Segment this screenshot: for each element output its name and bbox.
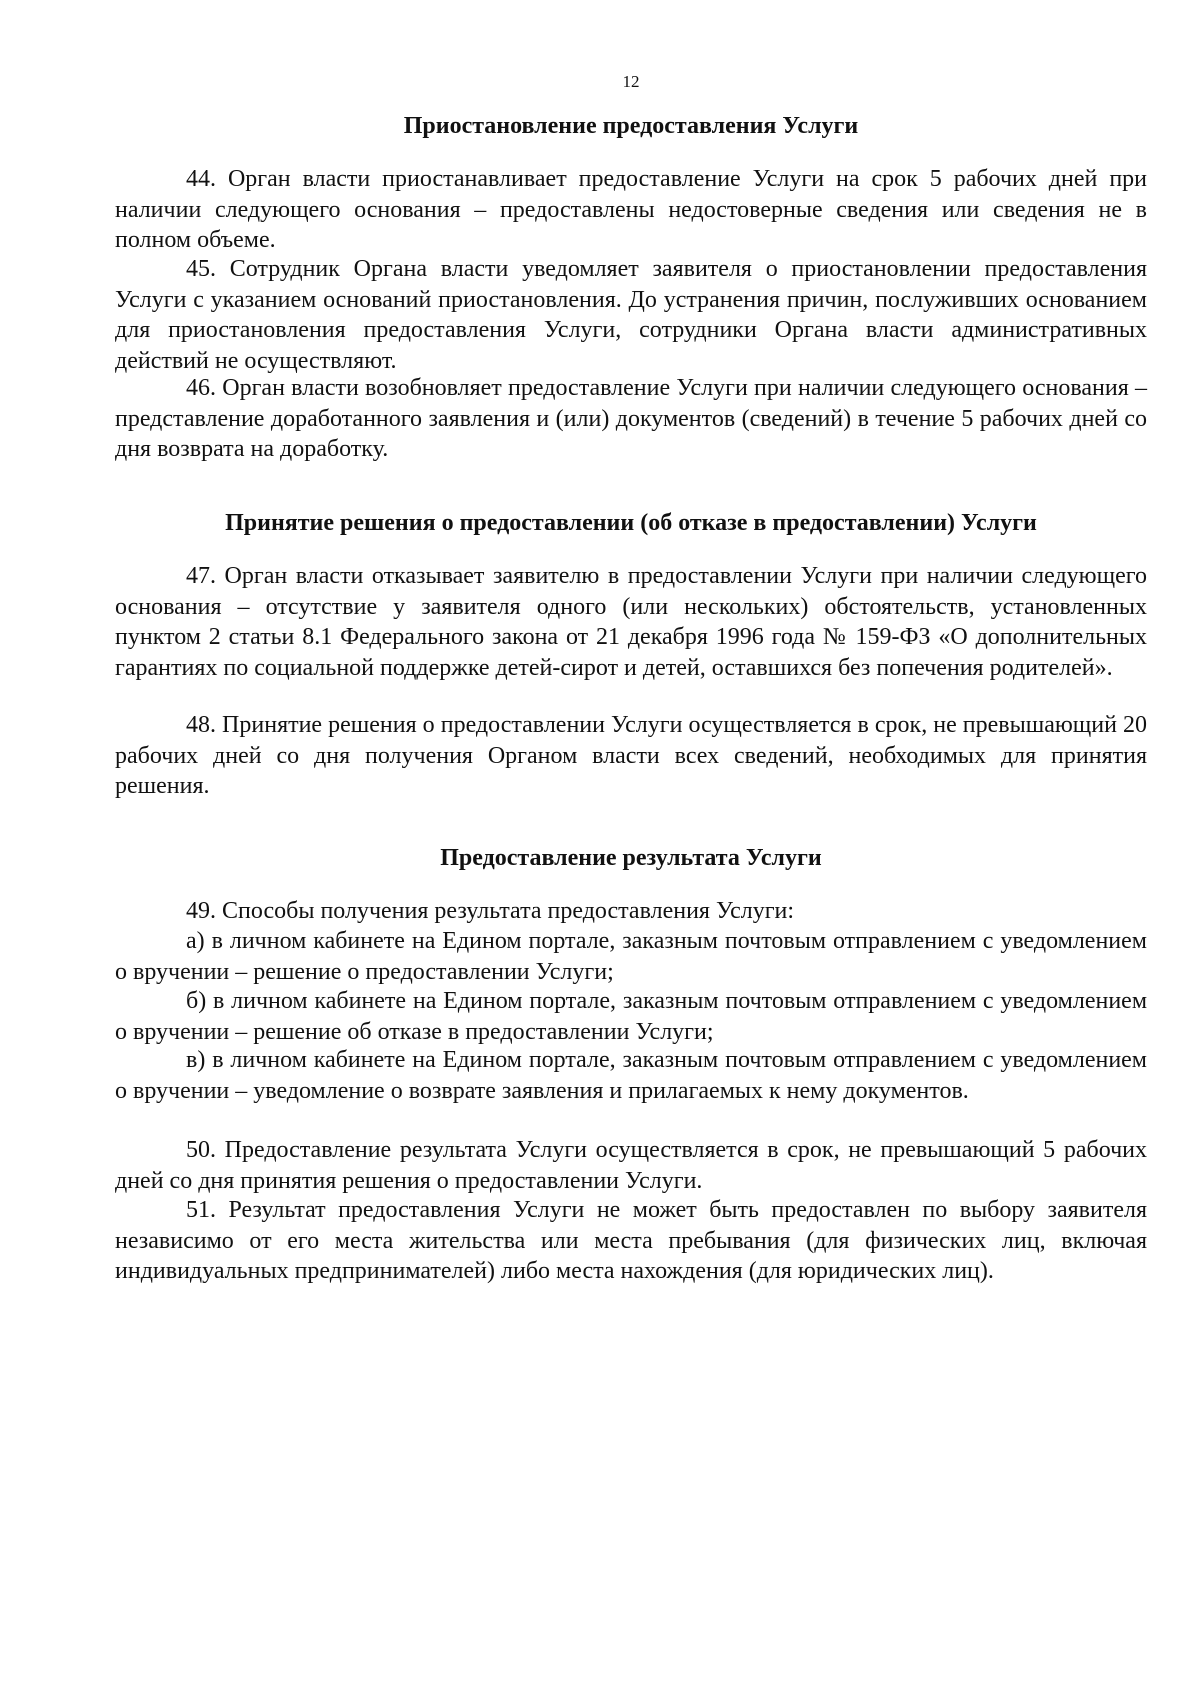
paragraph-49: 49. Способы получения результата предоставления Услуги:: [186, 898, 795, 924]
paragraph-51: 51. Результат предоставления Услуги не может быть предоставлен по выбору заявителя независимо от его места жительства или места пребывания (для физических лиц, включая индивидуальных предпринимателей) либо места нахождения (для юридических лиц).: [115, 1197, 1147, 1285]
paragraph-47: 47. Орган власти отказывает заявителю в предоставлении Услуги при наличии следующего основания – отсутствие у заявителя одного (или нескольких) обстоятельств, установленных пунктом 2 статьи 8.1 Федерального закона от 21 декабря 1996 года № 159-ФЗ «О дополнительных гарантиях по социальной поддержке детей-сирот и детей, оставшихся без попечения родителей».: [115, 563, 1147, 681]
paragraph-48: 48. Принятие решения о предоставлении Услуги осуществляется в срок, не превышающий 20 рабочих дней со дня получения Органом власти всех сведений, необходимых для принятия решения.: [115, 712, 1147, 800]
page-number: 12: [622, 72, 640, 91]
paragraph-50: 50. Предоставление результата Услуги осуществляется в срок, не превышающий 5 рабочих дней со дня принятия решения о предоставлении Услуги.: [115, 1137, 1147, 1194]
paragraph-49a: а) в личном кабинете на Едином портале, заказным почтовым отправлением с уведомлением о вручении – решение о предоставлении Услуги;: [115, 928, 1147, 985]
paragraph-44: 44. Орган власти приостанавливает предоставление Услуги на срок 5 рабочих дней при наличии следующего основания – предоставлены недостоверные сведения или сведения не в полном объеме.: [115, 166, 1147, 254]
section-heading-decision: Принятие решения о предоставлении (об отказе в предоставлении) Услуги: [225, 510, 1037, 536]
paragraph-46: 46. Орган власти возобновляет предоставление Услуги при наличии следующего основания – представление доработанного заявления и (или) документов (сведений) в течение 5 рабочих дней со дня возврата на доработку.: [115, 375, 1147, 463]
section-heading-result: Предоставление результата Услуги: [440, 845, 822, 871]
section-heading-suspension: Приостановление предоставления Услуги: [403, 113, 859, 139]
paragraph-45: 45. Сотрудник Органа власти уведомляет заявителя о приостановлении предоставления Услуги с указанием оснований приостановления. До устранения причин, послуживших основанием для приостановления предоставления Услуги, сотрудники Органа власти административных действий не осуществляют.: [115, 256, 1147, 374]
paragraph-49b: б) в личном кабинете на Едином портале, заказным почтовым отправлением с уведомлением о вручении – решение об отказе в предоставлении Услуги;: [115, 988, 1147, 1045]
paragraph-49c: в) в личном кабинете на Едином портале, заказным почтовым отправлением с уведомлением о вручении – уведомление о возврате заявления и прилагаемых к нему документов.: [115, 1047, 1147, 1104]
